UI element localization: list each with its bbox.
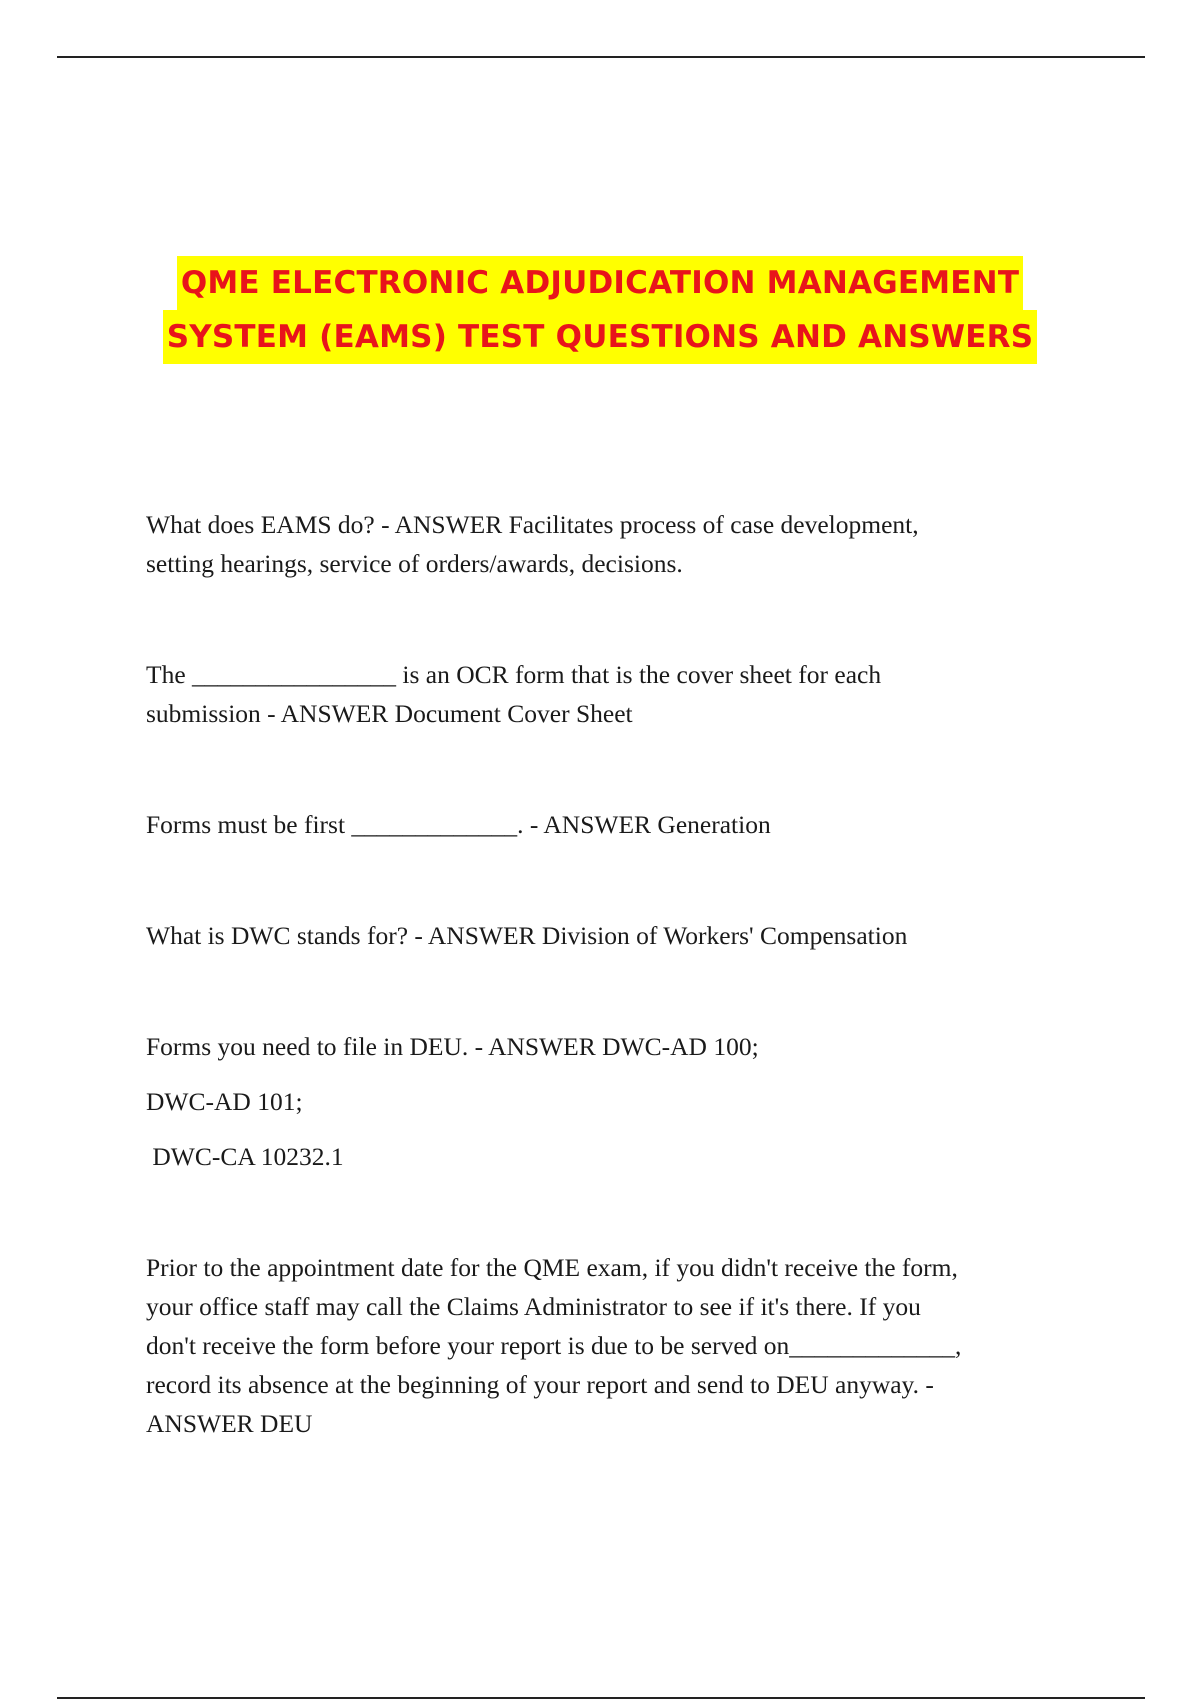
title-line-1: QME ELECTRONIC ADJUDICATION MANAGEMENT — [177, 256, 1023, 310]
text-line: your office staff may call the Claims Administrator to see if it's there. If you — [146, 1292, 921, 1321]
text-line: record its absence at the beginning of your report and send to DEU anyway. - — [146, 1370, 934, 1399]
text-line: DWC-CA 10232.1 — [146, 1142, 344, 1171]
top-rule — [57, 56, 1145, 58]
text-line: don't receive the form before your report is due to be served on_____________, — [146, 1331, 962, 1360]
qa-item-cover-sheet — [146, 655, 1066, 733]
qa-item-missing-form — [146, 1248, 1066, 1443]
text-line: ANSWER DEU — [146, 1409, 313, 1438]
text-line: Forms you need to file in DEU. - ANSWER DWC-AD 100; — [146, 1032, 759, 1061]
qa-list — [146, 505, 1066, 1443]
text-line: Prior to the appointment date for the QME exam, if you didn't receive the form, — [146, 1253, 958, 1282]
title-line-2: SYSTEM (EAMS) TEST QUESTIONS AND ANSWERS — [163, 310, 1038, 364]
text-line: setting hearings, service of orders/awards, decisions. — [146, 549, 683, 578]
text-line: What does EAMS do? - ANSWER Facilitates process of case development, — [146, 510, 919, 539]
qa-item-deu-forms — [146, 1027, 1066, 1176]
qa-item-generation — [146, 805, 1066, 844]
qa-item-dwc — [146, 916, 1066, 955]
text-line: DWC-AD 101; — [146, 1087, 303, 1116]
text-line: Forms must be first _____________. - ANSWER Generation — [146, 810, 771, 839]
text-line: The ________________ is an OCR form that is the cover sheet for each — [146, 660, 882, 689]
text-line: What is DWC stands for? - ANSWER Division of Workers' Compensation — [146, 921, 908, 950]
document-title — [0, 256, 1200, 364]
qa-item-eams-purpose — [146, 505, 1066, 583]
text-line: submission - ANSWER Document Cover Sheet — [146, 699, 633, 728]
bottom-rule — [57, 1697, 1145, 1699]
